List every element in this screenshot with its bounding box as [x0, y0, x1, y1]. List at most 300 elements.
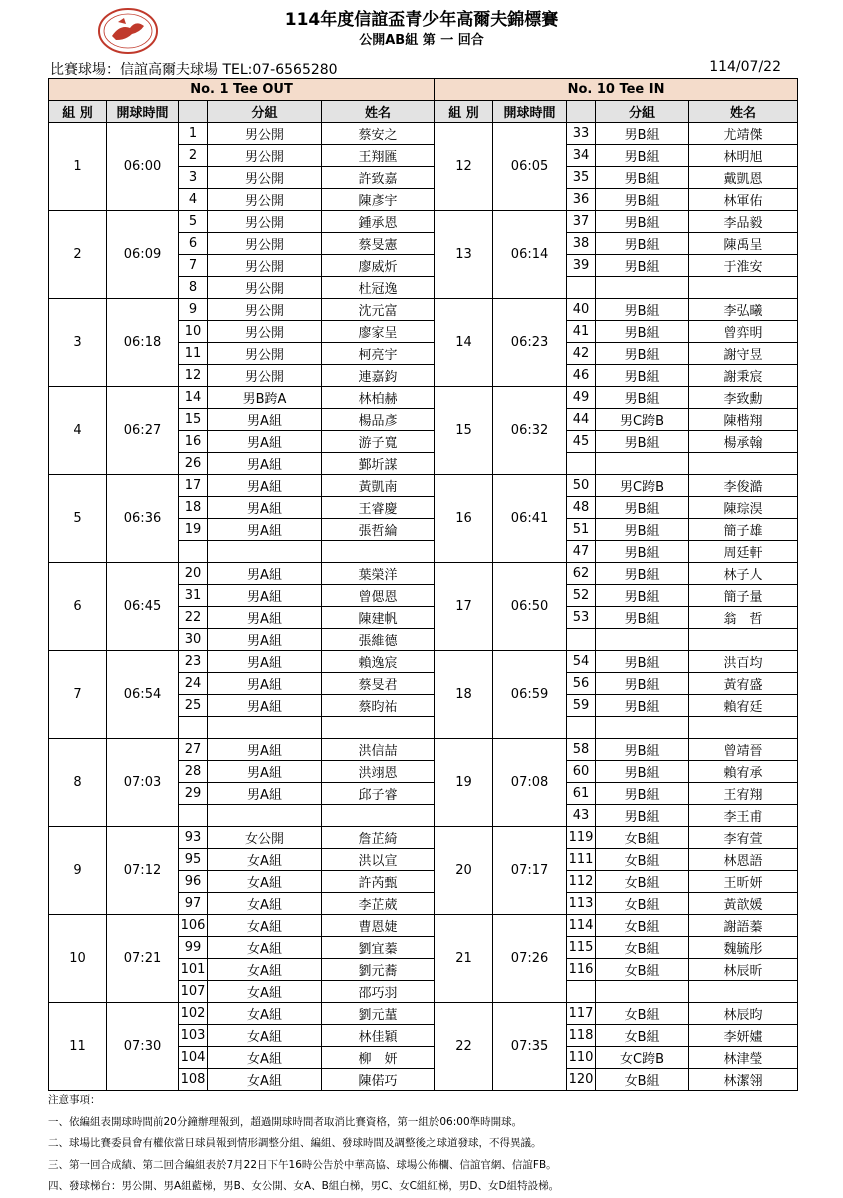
player-division: 女B組 [596, 1069, 689, 1091]
player-number: 33 [567, 123, 596, 145]
player-name: 尤靖傑 [689, 123, 798, 145]
player-name [689, 277, 798, 299]
table-row [49, 475, 798, 497]
group-number: 20 [435, 827, 493, 915]
player-number: 34 [567, 145, 596, 167]
player-division [596, 629, 689, 651]
player-division: 男A組 [208, 585, 322, 607]
group-number: 9 [49, 827, 107, 915]
player-division [208, 541, 322, 563]
player-number: 27 [179, 739, 208, 761]
group-number: 4 [49, 387, 107, 475]
player-division: 女C跨B [596, 1047, 689, 1069]
player-division: 男公開 [208, 233, 322, 255]
player-name: 廖威炘 [322, 255, 435, 277]
player-number: 99 [179, 937, 208, 959]
player-number: 54 [567, 651, 596, 673]
tee-time: 07:03 [107, 739, 179, 827]
player-division: 男A組 [208, 475, 322, 497]
player-number: 107 [179, 981, 208, 1003]
tee-time: 06:09 [107, 211, 179, 299]
player-division: 男A組 [208, 651, 322, 673]
player-name: 柳 妍 [322, 1047, 435, 1069]
player-number: 29 [179, 783, 208, 805]
player-division: 女B組 [596, 1003, 689, 1025]
page-subtitle: 公開AB組 第 一 回合 [359, 33, 484, 48]
player-division: 男公開 [208, 211, 322, 233]
player-name: 楊品彥 [322, 409, 435, 431]
player-name: 林佳穎 [322, 1025, 435, 1047]
player-number: 8 [179, 277, 208, 299]
player-division: 男A組 [208, 519, 322, 541]
player-number: 56 [567, 673, 596, 695]
player-name: 蔡安之 [322, 123, 435, 145]
group-number: 1 [49, 123, 107, 211]
group-number: 16 [435, 475, 493, 563]
player-name [322, 541, 435, 563]
player-division: 男B組 [596, 541, 689, 563]
table-row [49, 387, 798, 409]
player-name [689, 453, 798, 475]
player-name: 游子寬 [322, 431, 435, 453]
player-division: 男B組 [596, 563, 689, 585]
player-division: 男B組 [596, 255, 689, 277]
player-name: 謝秉宸 [689, 365, 798, 387]
player-name: 劉元蓳 [322, 1003, 435, 1025]
player-number [567, 629, 596, 651]
player-number: 14 [179, 387, 208, 409]
player-name: 林明旭 [689, 145, 798, 167]
player-number: 117 [567, 1003, 596, 1025]
player-division: 男B組 [596, 123, 689, 145]
player-number [179, 541, 208, 563]
column-header-number [179, 101, 208, 123]
player-number: 93 [179, 827, 208, 849]
player-name [689, 981, 798, 1003]
group-number: 14 [435, 299, 493, 387]
player-name: 陳禹呈 [689, 233, 798, 255]
player-division: 女公開 [208, 827, 322, 849]
table-row [49, 299, 798, 321]
player-number: 119 [567, 827, 596, 849]
player-number: 38 [567, 233, 596, 255]
player-number: 52 [567, 585, 596, 607]
player-division: 男B組 [596, 343, 689, 365]
tee-time: 06:32 [493, 387, 567, 475]
player-division: 男B組 [596, 431, 689, 453]
player-division: 男B組 [596, 299, 689, 321]
player-name: 李王甫 [689, 805, 798, 827]
player-name: 簡子雄 [689, 519, 798, 541]
tee-time: 07:08 [493, 739, 567, 827]
player-division: 女B組 [596, 871, 689, 893]
player-name: 李芷葳 [322, 893, 435, 915]
note-item: 三、第一回合成績、第二回合編組表於7月22日下午16時公告於中華高協、球場公佈欄、信誼官網、信誼FB。 [48, 1158, 557, 1171]
tee-time: 06:50 [493, 563, 567, 651]
player-number: 46 [567, 365, 596, 387]
player-number: 102 [179, 1003, 208, 1025]
player-name: 林柏赫 [322, 387, 435, 409]
player-division [596, 981, 689, 1003]
table-row [49, 915, 798, 937]
tee-time: 06:14 [493, 211, 567, 299]
player-name: 連嘉鈞 [322, 365, 435, 387]
player-number: 1 [179, 123, 208, 145]
tee-time: 07:17 [493, 827, 567, 915]
player-division: 女B組 [596, 915, 689, 937]
tee-time: 06:54 [107, 651, 179, 739]
player-division: 男B組 [596, 607, 689, 629]
player-division: 男B組 [596, 695, 689, 717]
note-item: 四、發球梯台：男公開、男A組藍梯，男B、女公開、女A、B組白梯，男C、女C組紅梯，男D、女D組特設梯。 [48, 1180, 560, 1192]
group-number: 12 [435, 123, 493, 211]
player-number: 4 [179, 189, 208, 211]
player-number: 24 [179, 673, 208, 695]
player-name: 翁 哲 [689, 607, 798, 629]
player-number: 7 [179, 255, 208, 277]
player-name: 張維德 [322, 629, 435, 651]
player-number: 61 [567, 783, 596, 805]
player-name: 魏毓彤 [689, 937, 798, 959]
player-division: 男B組 [596, 783, 689, 805]
player-name: 蔡旻憲 [322, 233, 435, 255]
column-header-number [567, 101, 596, 123]
player-number [179, 805, 208, 827]
player-number: 97 [179, 893, 208, 915]
player-number: 37 [567, 211, 596, 233]
player-name: 洪百均 [689, 651, 798, 673]
player-number: 2 [179, 145, 208, 167]
player-name: 李俊澔 [689, 475, 798, 497]
tee-time: 07:12 [107, 827, 179, 915]
player-name [689, 717, 798, 739]
tee-time: 06:27 [107, 387, 179, 475]
player-number: 62 [567, 563, 596, 585]
player-number [567, 981, 596, 1003]
player-division: 男B組 [596, 739, 689, 761]
player-division: 女A組 [208, 871, 322, 893]
column-header-name: 姓名 [689, 101, 798, 123]
player-division: 男公開 [208, 365, 322, 387]
player-number: 45 [567, 431, 596, 453]
player-name: 林辰昕 [689, 959, 798, 981]
player-number: 15 [179, 409, 208, 431]
player-division: 男A組 [208, 629, 322, 651]
player-number [567, 453, 596, 475]
player-number: 51 [567, 519, 596, 541]
player-division: 男B組 [596, 673, 689, 695]
player-division: 男B組 [596, 365, 689, 387]
player-division: 女A組 [208, 1025, 322, 1047]
player-number: 58 [567, 739, 596, 761]
player-name: 張哲綸 [322, 519, 435, 541]
player-number: 110 [567, 1047, 596, 1069]
tee-time: 07:30 [107, 1003, 179, 1091]
tee-time: 06:59 [493, 651, 567, 739]
player-division: 男B組 [596, 145, 689, 167]
player-name: 洪翊恩 [322, 761, 435, 783]
player-name: 許芮甄 [322, 871, 435, 893]
player-name: 賴逸宸 [322, 651, 435, 673]
player-number: 49 [567, 387, 596, 409]
tee-time-table [48, 78, 798, 1091]
player-name: 林津瑩 [689, 1047, 798, 1069]
player-number: 96 [179, 871, 208, 893]
player-name: 王昕妍 [689, 871, 798, 893]
player-name: 王睿慶 [322, 497, 435, 519]
player-number: 48 [567, 497, 596, 519]
group-number: 8 [49, 739, 107, 827]
player-name: 簡子量 [689, 585, 798, 607]
group-number: 2 [49, 211, 107, 299]
column-header-division: 分組 [596, 101, 689, 123]
player-name: 曾偲恩 [322, 585, 435, 607]
player-name: 于淮安 [689, 255, 798, 277]
player-number: 112 [567, 871, 596, 893]
group-number: 18 [435, 651, 493, 739]
column-header-group: 組 別 [49, 101, 107, 123]
column-header-division: 分組 [208, 101, 322, 123]
player-name: 鍾承恩 [322, 211, 435, 233]
player-number: 43 [567, 805, 596, 827]
group-number: 17 [435, 563, 493, 651]
player-division: 女A組 [208, 849, 322, 871]
player-number: 40 [567, 299, 596, 321]
player-division: 男A組 [208, 783, 322, 805]
tee-time: 07:21 [107, 915, 179, 1003]
column-header-time: 開球時間 [493, 101, 567, 123]
group-number: 7 [49, 651, 107, 739]
player-name: 杜冠逸 [322, 277, 435, 299]
tee-time: 06:18 [107, 299, 179, 387]
player-name: 鄞圻謀 [322, 453, 435, 475]
player-name: 李致勳 [689, 387, 798, 409]
player-division: 女A組 [208, 915, 322, 937]
tee-time: 07:35 [493, 1003, 567, 1091]
player-division: 男公開 [208, 167, 322, 189]
tee-out-header: No. 1 Tee OUT [49, 79, 435, 101]
player-name: 李宥萱 [689, 827, 798, 849]
player-name: 林恩語 [689, 849, 798, 871]
player-number: 19 [179, 519, 208, 541]
tee-time: 06:41 [493, 475, 567, 563]
page-title: 114年度信誼盃青少年高爾夫錦標賽 [284, 10, 559, 30]
player-division: 男B跨A [208, 387, 322, 409]
player-number [179, 717, 208, 739]
player-name: 蔡昀祐 [322, 695, 435, 717]
player-division: 女A組 [208, 937, 322, 959]
group-number: 11 [49, 1003, 107, 1091]
player-division: 男C跨B [596, 409, 689, 431]
venue-info: 比賽球場：信誼高爾夫球場 TEL:07-6565280 [50, 62, 338, 78]
player-division: 女B組 [596, 827, 689, 849]
table-row [49, 1003, 798, 1025]
player-number: 95 [179, 849, 208, 871]
group-number: 22 [435, 1003, 493, 1091]
player-name: 王翔匯 [322, 145, 435, 167]
player-name: 林軍佑 [689, 189, 798, 211]
player-number: 23 [179, 651, 208, 673]
group-number: 21 [435, 915, 493, 1003]
player-number [567, 717, 596, 739]
player-name: 邵巧羽 [322, 981, 435, 1003]
player-division: 男公開 [208, 277, 322, 299]
group-number: 6 [49, 563, 107, 651]
player-name: 葉榮洋 [322, 563, 435, 585]
player-number: 12 [179, 365, 208, 387]
tee-time: 06:05 [493, 123, 567, 211]
player-division [596, 453, 689, 475]
event-date: 114/07/22 [709, 59, 781, 75]
player-name: 陳偌巧 [322, 1069, 435, 1091]
player-name [689, 629, 798, 651]
player-division: 男A組 [208, 607, 322, 629]
player-division: 男C跨B [596, 475, 689, 497]
player-division [596, 717, 689, 739]
player-name: 曾弈明 [689, 321, 798, 343]
player-number: 114 [567, 915, 596, 937]
table-row [49, 563, 798, 585]
note-item: 二、球場比賽委員會有權依當日球員報到情形調整分組、編組、發球時間及調整後之球道發球，不得異議。 [48, 1137, 542, 1149]
player-division: 男B組 [596, 189, 689, 211]
player-name: 王宥翔 [689, 783, 798, 805]
player-name: 林辰昀 [689, 1003, 798, 1025]
player-number: 30 [179, 629, 208, 651]
player-name: 柯亮宇 [322, 343, 435, 365]
player-name: 黃歆媛 [689, 893, 798, 915]
player-division: 男B組 [596, 651, 689, 673]
player-name: 林潔翎 [689, 1069, 798, 1091]
player-number: 18 [179, 497, 208, 519]
player-name: 曹恩婕 [322, 915, 435, 937]
table-row [49, 827, 798, 849]
player-number: 3 [179, 167, 208, 189]
player-division: 男公開 [208, 299, 322, 321]
player-division: 女A組 [208, 959, 322, 981]
player-division: 女B組 [596, 1025, 689, 1047]
player-name: 詹芷綺 [322, 827, 435, 849]
player-name: 黃宥盛 [689, 673, 798, 695]
table-row [49, 123, 798, 145]
player-division: 男A組 [208, 695, 322, 717]
player-division: 男公開 [208, 189, 322, 211]
player-division: 女A組 [208, 893, 322, 915]
player-name [322, 717, 435, 739]
player-name: 賴宥承 [689, 761, 798, 783]
player-division: 男公開 [208, 321, 322, 343]
player-division: 女A組 [208, 1069, 322, 1091]
table-row [49, 211, 798, 233]
group-number: 13 [435, 211, 493, 299]
column-header-time: 開球時間 [107, 101, 179, 123]
tee-time: 06:36 [107, 475, 179, 563]
player-division [596, 277, 689, 299]
player-division [208, 805, 322, 827]
player-number: 104 [179, 1047, 208, 1069]
player-division: 男A組 [208, 453, 322, 475]
player-division: 女A組 [208, 1047, 322, 1069]
player-number: 115 [567, 937, 596, 959]
group-number: 10 [49, 915, 107, 1003]
player-name: 謝守昱 [689, 343, 798, 365]
player-number: 116 [567, 959, 596, 981]
group-number: 3 [49, 299, 107, 387]
player-number: 113 [567, 893, 596, 915]
notes-section [48, 1090, 559, 1198]
player-division: 女B組 [596, 937, 689, 959]
player-number: 118 [567, 1025, 596, 1047]
player-name: 周廷軒 [689, 541, 798, 563]
player-name: 謝語蓁 [689, 915, 798, 937]
player-division: 男B組 [596, 497, 689, 519]
player-name: 陳建帆 [322, 607, 435, 629]
player-number: 35 [567, 167, 596, 189]
player-division: 男B組 [596, 761, 689, 783]
player-number: 31 [179, 585, 208, 607]
player-number: 42 [567, 343, 596, 365]
player-number: 20 [179, 563, 208, 585]
player-number [567, 277, 596, 299]
player-division: 男B組 [596, 519, 689, 541]
player-name: 沈元富 [322, 299, 435, 321]
player-division: 男A組 [208, 497, 322, 519]
player-name: 陳彥宇 [322, 189, 435, 211]
player-division: 女B組 [596, 959, 689, 981]
group-number: 19 [435, 739, 493, 827]
player-division: 男公開 [208, 343, 322, 365]
player-name: 陳琮淏 [689, 497, 798, 519]
player-number: 17 [179, 475, 208, 497]
player-number: 44 [567, 409, 596, 431]
player-number: 103 [179, 1025, 208, 1047]
player-number: 120 [567, 1069, 596, 1091]
player-division: 男B組 [596, 321, 689, 343]
player-number: 39 [567, 255, 596, 277]
column-header-name: 姓名 [322, 101, 435, 123]
player-division: 男A組 [208, 409, 322, 431]
player-name: 林子人 [689, 563, 798, 585]
player-number: 108 [179, 1069, 208, 1091]
group-number: 5 [49, 475, 107, 563]
player-number: 60 [567, 761, 596, 783]
player-division: 男B組 [596, 805, 689, 827]
player-number: 16 [179, 431, 208, 453]
tee-in-header: No. 10 Tee IN [435, 79, 798, 101]
player-name: 李弘曦 [689, 299, 798, 321]
player-number: 41 [567, 321, 596, 343]
player-number: 50 [567, 475, 596, 497]
player-name: 廖家呈 [322, 321, 435, 343]
player-number: 22 [179, 607, 208, 629]
player-name: 戴凱恩 [689, 167, 798, 189]
tee-time: 06:45 [107, 563, 179, 651]
player-division: 女B組 [596, 849, 689, 871]
tee-time: 06:00 [107, 123, 179, 211]
player-number: 28 [179, 761, 208, 783]
player-number: 10 [179, 321, 208, 343]
player-division: 男公開 [208, 255, 322, 277]
player-division: 女A組 [208, 981, 322, 1003]
player-division: 男B組 [596, 585, 689, 607]
player-division: 男B組 [596, 167, 689, 189]
player-division: 男A組 [208, 431, 322, 453]
player-name: 邱子睿 [322, 783, 435, 805]
player-number: 6 [179, 233, 208, 255]
player-division: 男B組 [596, 387, 689, 409]
table-row [49, 651, 798, 673]
player-name: 許致嘉 [322, 167, 435, 189]
player-name: 賴宥廷 [689, 695, 798, 717]
